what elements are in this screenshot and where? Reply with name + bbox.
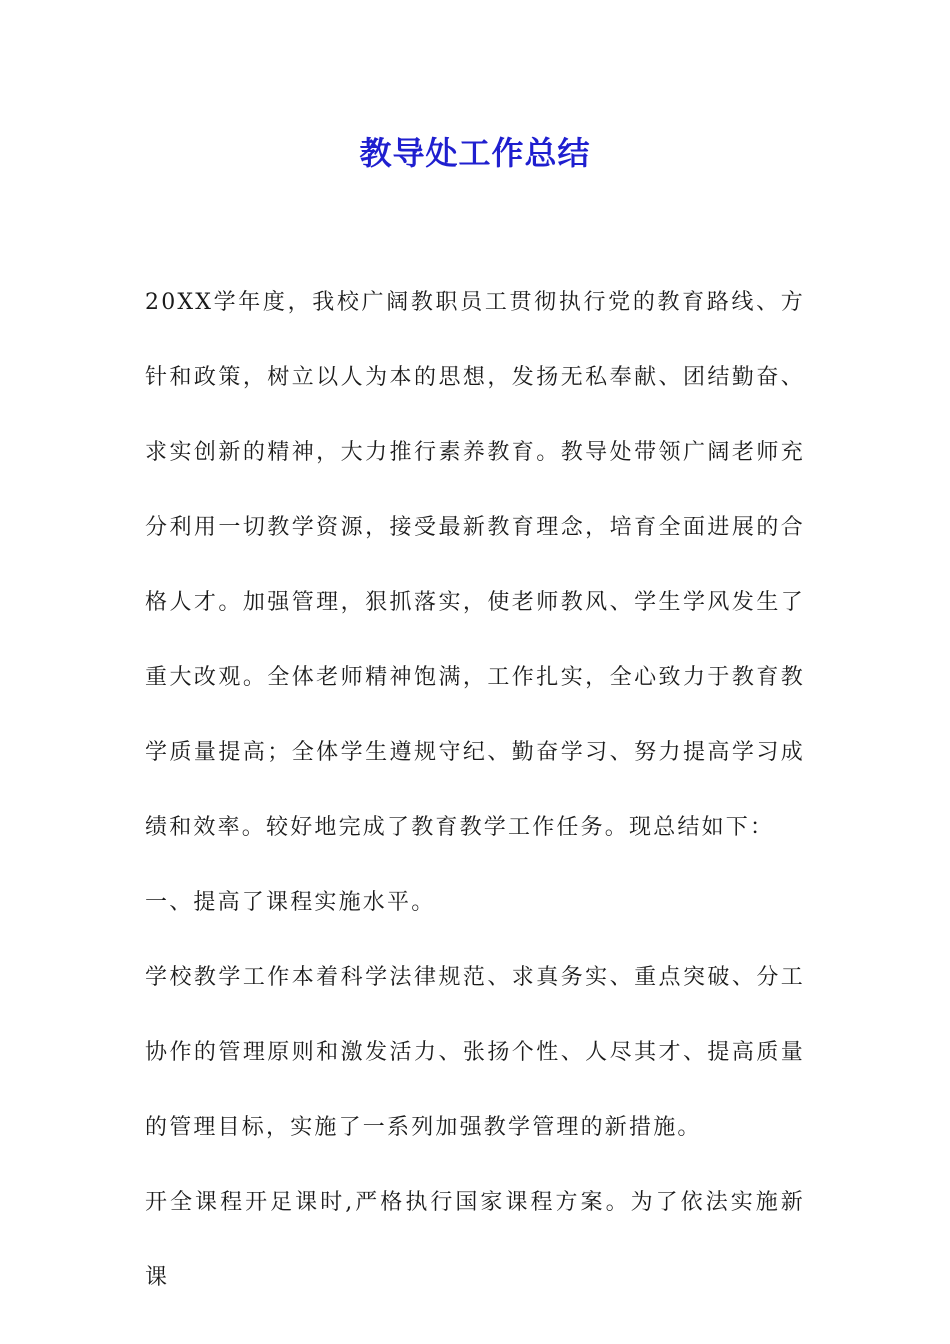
document-title: 教导处工作总结 <box>359 134 591 172</box>
document-body <box>145 265 805 1315</box>
section-heading-1: 一、提高了课程实施水平。 <box>145 890 436 915</box>
paragraph-management: 学校教学工作本着科学法律规范、求真务实、重点突破、分工协作的管理原则和激发活力、张扬个性、人尽其才、提高质量的管理目标，实施了一系列加强教学管理的新措施。 <box>145 965 805 1140</box>
paragraph-intro: 20XX学年度，我校广阔教职员工贯彻执行党的教育路线、方针和政策，树立以人为本的思想，发扬无私奉献、团结勤奋、求实创新的精神，大力推行素养教育。教导处带领广阔老师充分利用一切教学资源，接受最新教育理念，培育全面进展的合格人才。加强管理，狠抓落实，使老师教风、学生学风发生了重大改观。全体老师精神饱满，工作扎实，全心致力于教育教学质量提高；全体学生遵规守纪、勤奋学习、努力提高学习成绩和效率。较好地完成了教育教学工作任务。现总结如下： <box>145 290 805 840</box>
paragraph-curriculum: 开全课程开足课时,严格执行国家课程方案。为了依法实施新课 <box>145 1190 805 1290</box>
